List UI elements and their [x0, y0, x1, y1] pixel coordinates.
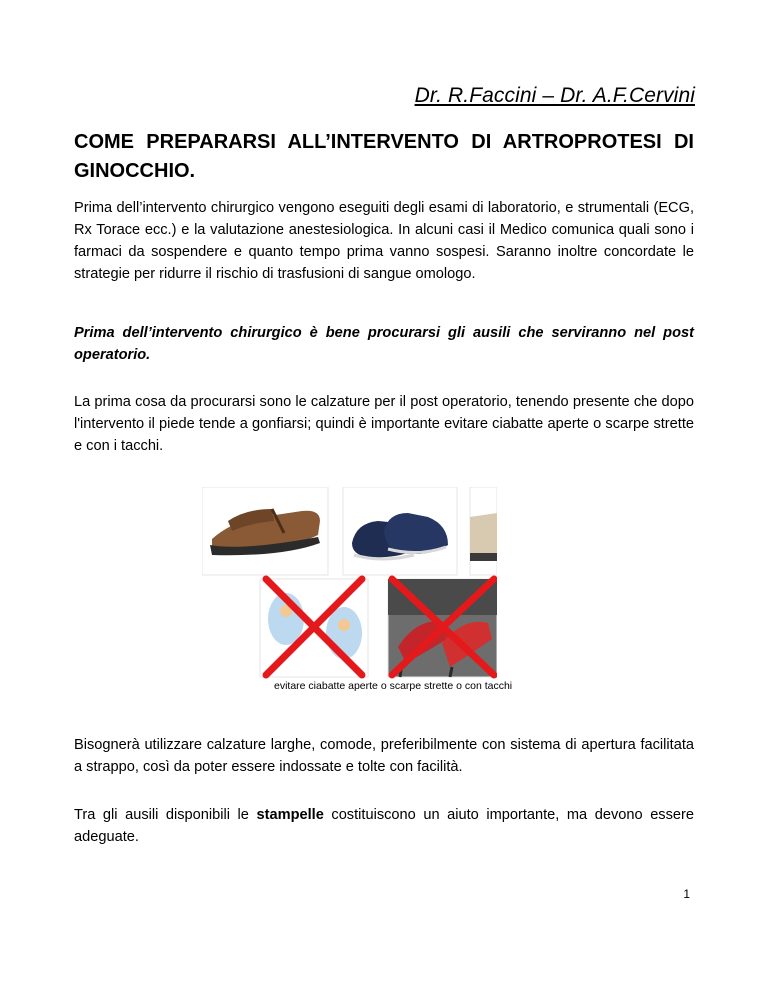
sandal-photo	[202, 487, 328, 575]
paragraph-aids-heading: Prima dell’intervento chirurgico è bene procurarsi gli ausili che serviranno nel post operatorio.	[74, 325, 694, 363]
velcro-slippers-photo	[343, 487, 457, 575]
page-number: 1	[683, 887, 690, 901]
crutches-keyword: stampelle	[256, 807, 324, 823]
figure-caption: evitare ciabatte aperte o scarpe strette o con tacchi	[274, 680, 513, 692]
beige-shoe-photo	[470, 487, 497, 575]
crutches-text-start: Tra gli ausili disponibili le	[74, 807, 257, 823]
footwear-illustration	[202, 487, 497, 697]
authors-header: Dr. R.Faccini – Dr. A.F.Cervini	[414, 84, 695, 107]
paragraph-recommended-footwear: Bisognerà utilizzare calzature larghe, comode, preferibilmente con sistema di apertura facilitata a strappo, così da poter essere indossate e tolte con facilità.	[74, 737, 694, 775]
paragraph-pre-surgery-exams: Prima dell’intervento chirurgico vengono eseguiti degli esami di laboratorio, e strumentali (ECG, Rx Torace ecc.) e la valutazione anestesiologica. In alcuni casi il Medico comunica quali sono i farmaci da sospendere e quanto tempo prima vanno sospesi. Saranno inoltre concordate le strategie per ridurre il rischio di trasfusioni di sangue omologo.	[74, 200, 694, 282]
paragraph-crutches	[74, 804, 694, 848]
crutches-text-end: costituiscono un aiuto importante, ma devono essere adeguate.	[74, 807, 694, 845]
footwear-figure	[202, 487, 513, 697]
paragraph-footwear: La prima cosa da procurarsi sono le calzature per il post operatorio, tenendo presente che dopo l'intervento il piede tende a gonfiarsi; quindi è importante evitare ciabatte aperte o scarpe strette e con i tacchi.	[74, 394, 694, 454]
document-title: COME PREPARARSI ALL’INTERVENTO DI ARTROPROTESI DI GINOCCHIO.	[74, 131, 694, 182]
